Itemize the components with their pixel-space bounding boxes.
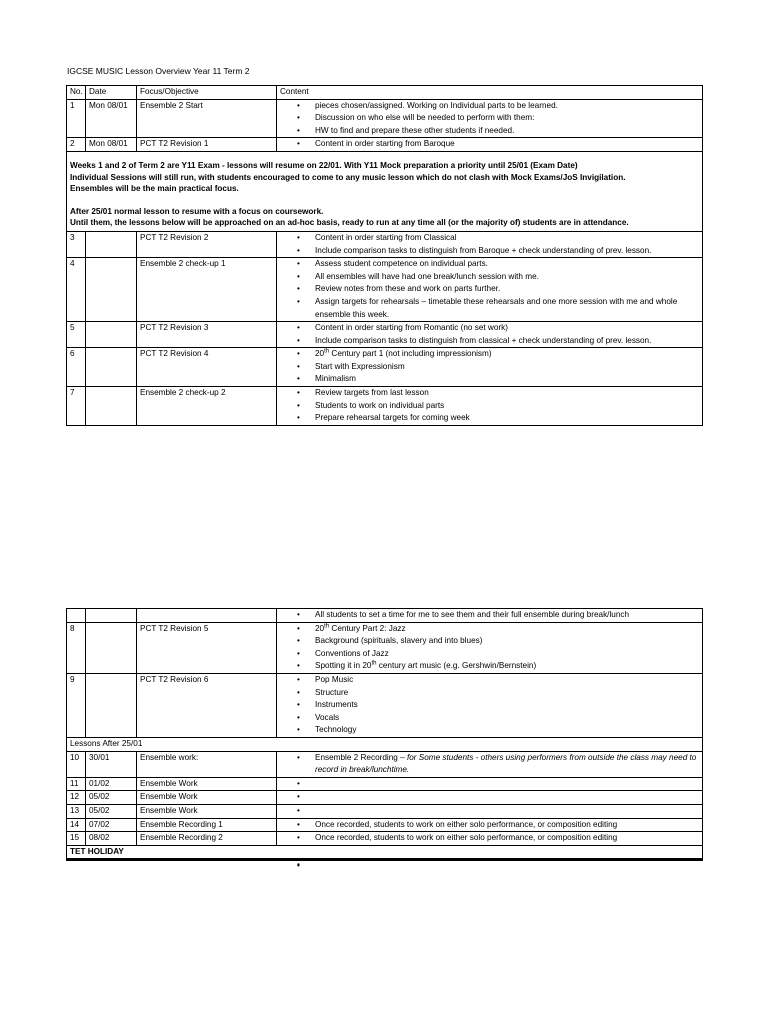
list-item: • Prepare rehearsal targets for coming week xyxy=(315,412,699,425)
list-item: • Review targets from last lesson xyxy=(315,387,699,400)
list-item: • Pop Music xyxy=(315,674,699,687)
row-focus: Ensemble work: xyxy=(137,751,277,777)
header-focus: Focus/Objective xyxy=(137,86,277,100)
row-no: 11 xyxy=(67,777,86,791)
row-content xyxy=(277,348,703,387)
row-content xyxy=(277,804,703,818)
note-line: Until them, the lessons below will be approached on an ad-hoc basis, ready to run at any time all (or the majority of) students are in attendance. xyxy=(70,218,629,228)
row-focus: Ensemble 2 check-up 1 xyxy=(137,258,277,322)
row-content xyxy=(277,231,703,257)
row-focus: PCT T2 Revision 6 xyxy=(137,673,277,737)
list-item: • Conventions of Jazz xyxy=(315,648,699,661)
row-date xyxy=(86,322,137,348)
list-item: • Include comparison tasks to distinguish from classical + check understanding of prev. lesson. xyxy=(315,335,699,348)
list-item: • Once recorded, students to work on either solo performance, or composition editing xyxy=(315,832,699,845)
row-focus: Ensemble 2 check-up 2 xyxy=(137,387,277,426)
note-line: After 25/01 normal lesson to resume with a focus on coursework. xyxy=(70,206,324,216)
row-no: 15 xyxy=(67,832,86,846)
row-date xyxy=(86,348,137,387)
row-content xyxy=(277,387,703,426)
list-item: • Assign targets for rehearsals – timetable these rehearsals and one more session with me and whole ensemble this week. xyxy=(315,296,699,321)
table-row xyxy=(67,673,703,737)
row-no: 10 xyxy=(67,751,86,777)
row-no: 7 xyxy=(67,387,86,426)
row-focus: PCT T2 Revision 5 xyxy=(137,622,277,673)
row-date: 30/01 xyxy=(86,751,137,777)
row-no: 9 xyxy=(67,673,86,737)
note-line: Weeks 1 and 2 of Term 2 are Y11 Exam - lessons will resume on 22/01. With Y11 Mock preparation a priority until 25/01 (Exam Date) xyxy=(70,160,578,170)
row-focus: Ensemble Recording 2 xyxy=(137,832,277,846)
row-focus: PCT T2 Revision 3 xyxy=(137,322,277,348)
note-row xyxy=(67,151,703,231)
row-focus: Ensemble Work xyxy=(137,804,277,818)
row-focus: Ensemble 2 Start xyxy=(137,99,277,138)
table-row xyxy=(67,138,703,152)
row-content xyxy=(277,832,703,846)
list-item: • HW to find and prepare these other students if needed. xyxy=(315,125,699,138)
note-line: Ensembles will be the main practical focus. xyxy=(70,184,239,194)
row-date xyxy=(86,231,137,257)
row-no: 12 xyxy=(67,791,86,805)
row-content xyxy=(277,258,703,322)
list-item: • Vocals xyxy=(315,712,699,725)
table-row xyxy=(67,622,703,673)
list-item: • Once recorded, students to work on either solo performance, or composition editing xyxy=(315,819,699,832)
table-row xyxy=(67,791,703,805)
list-item: • Content in order starting from Baroque xyxy=(315,138,699,151)
holiday-label: TET HOLIDAY xyxy=(67,845,703,859)
header-content: Content xyxy=(277,86,703,100)
row-no: 8 xyxy=(67,622,86,673)
row-date: 01/02 xyxy=(86,777,137,791)
table-row xyxy=(67,818,703,832)
list-item: • Background (spirituals, slavery and into blues) xyxy=(315,635,699,648)
table-header-row xyxy=(67,86,703,100)
row-date: 08/02 xyxy=(86,832,137,846)
row-focus: PCT T2 Revision 2 xyxy=(137,231,277,257)
table-row xyxy=(67,751,703,777)
row-no: 4 xyxy=(67,258,86,322)
list-item: • Structure xyxy=(315,687,699,700)
table-row xyxy=(67,804,703,818)
table-row xyxy=(67,231,703,257)
section-label: Lessons After 25/01 xyxy=(67,737,703,751)
list-item: • Review notes from these and work on parts further. xyxy=(315,283,699,296)
lesson-table-page2 xyxy=(66,608,703,861)
list-item: • All students to set a time for me to see them and their full ensemble during break/lunch xyxy=(315,609,699,622)
list-item: • Discussion on who else will be needed to perform with them: xyxy=(315,112,699,125)
row-content xyxy=(277,322,703,348)
row-no: 2 xyxy=(67,138,86,152)
table-row xyxy=(67,777,703,791)
note-cell xyxy=(67,151,703,231)
table-row xyxy=(67,832,703,846)
holiday-row xyxy=(67,845,703,859)
table-row xyxy=(67,322,703,348)
row-no: 1 xyxy=(67,99,86,138)
section-row xyxy=(67,737,703,751)
table-row xyxy=(67,258,703,322)
list-item: • Instruments xyxy=(315,699,699,712)
list-item: • 20th Century Part 2: Jazz xyxy=(315,623,699,636)
row-focus: Ensemble Work xyxy=(137,791,277,805)
note-line: Individual Sessions will still run, with students encouraged to come to any music lesson which do not clash with Mock Exams/JoS Invigilation. xyxy=(70,172,626,182)
row-date xyxy=(86,258,137,322)
list-item: • Minimalism xyxy=(315,373,699,386)
row-date: 07/02 xyxy=(86,818,137,832)
table-row xyxy=(67,387,703,426)
table-row xyxy=(67,99,703,138)
row-no: 13 xyxy=(67,804,86,818)
header-no: No. xyxy=(67,86,86,100)
row-content xyxy=(277,622,703,673)
list-item: • Start with Expressionism xyxy=(315,361,699,374)
list-item: • Include comparison tasks to distinguish from Baroque + check understanding of prev. lesson. xyxy=(315,245,699,258)
list-item: • Students to work on individual parts xyxy=(315,400,699,413)
row-content xyxy=(277,138,703,152)
row-focus: Ensemble Work xyxy=(137,777,277,791)
header-date: Date xyxy=(86,86,137,100)
table-row xyxy=(67,860,703,861)
table-row xyxy=(67,609,703,623)
list-item: • Content in order starting from Romantic (no set work) xyxy=(315,322,699,335)
row-no: 5 xyxy=(67,322,86,348)
row-no: 14 xyxy=(67,818,86,832)
row-no: 3 xyxy=(67,231,86,257)
row-date: Mon 08/01 xyxy=(86,138,137,152)
row-content xyxy=(277,791,703,805)
row-content xyxy=(277,860,703,861)
document-title: IGCSE MUSIC Lesson Overview Year 11 Term 2 xyxy=(67,66,250,76)
row-content xyxy=(277,818,703,832)
list-item: • All ensembles will have had one break/lunch session with me. xyxy=(315,271,699,284)
list-item: • Technology xyxy=(315,724,699,737)
row-focus: PCT T2 Revision 4 xyxy=(137,348,277,387)
row-content xyxy=(277,751,703,777)
list-item: • pieces chosen/assigned. Working on Individual parts to be learned. xyxy=(315,100,699,113)
row-content xyxy=(277,673,703,737)
list-item: • Spotting it in 20th century art music (e.g. Gershwin/Bernstein) xyxy=(315,660,699,673)
row-content xyxy=(277,777,703,791)
row-date: 05/02 xyxy=(86,791,137,805)
row-focus: Ensemble Recording 1 xyxy=(137,818,277,832)
list-item: • 20th Century part 1 (not including impressionism) xyxy=(315,348,699,361)
row-content xyxy=(277,99,703,138)
row-no: 6 xyxy=(67,348,86,387)
list-item: • Ensemble 2 Recording – for Some students - others using performers from outside the class may need to record in break/lunchtime. xyxy=(315,752,699,777)
row-focus: PCT T2 Revision 1 xyxy=(137,138,277,152)
lesson-table-page1 xyxy=(66,85,703,426)
table-row xyxy=(67,348,703,387)
list-item: • Assess student competence on individual parts. xyxy=(315,258,699,271)
row-date xyxy=(86,387,137,426)
row-date: Mon 08/01 xyxy=(86,99,137,138)
row-content xyxy=(277,609,703,623)
row-date: 05/02 xyxy=(86,804,137,818)
list-item: • Content in order starting from Classical xyxy=(315,232,699,245)
